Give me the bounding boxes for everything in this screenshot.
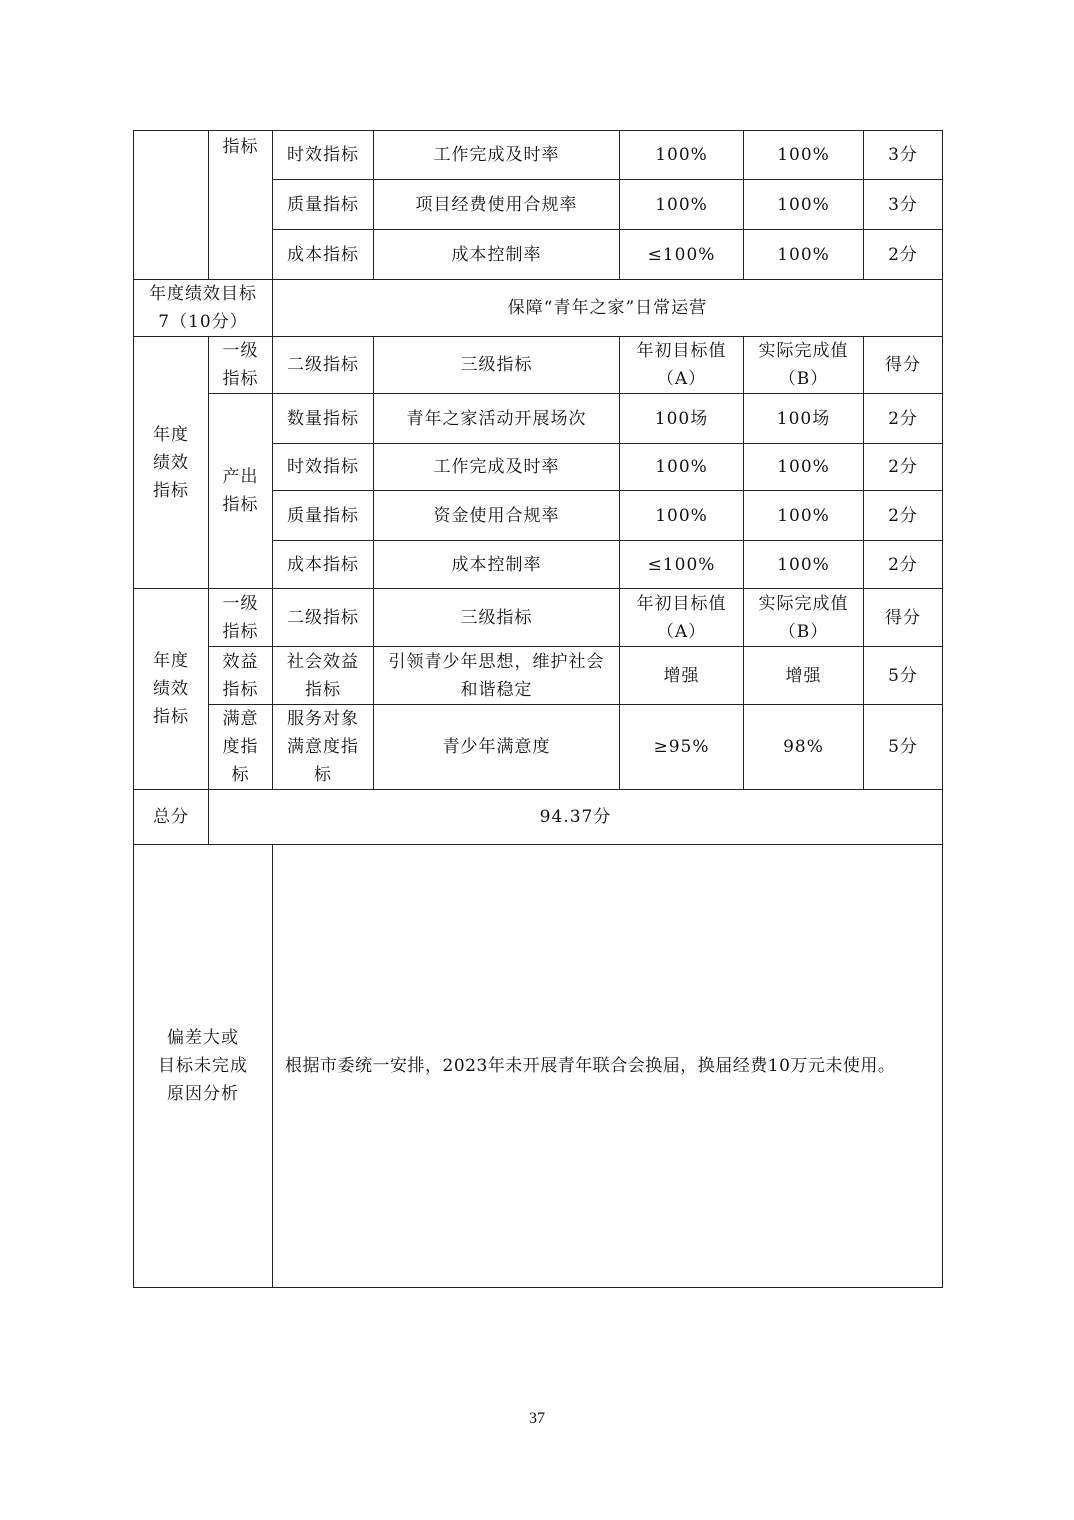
- header-row: [134, 337, 943, 394]
- header-line: （B）: [778, 369, 829, 389]
- actual-cell: 100%: [744, 541, 864, 589]
- level3-cell: 工作完成及时率: [374, 444, 620, 491]
- level2-line: 社会效益: [287, 651, 359, 672]
- header-line: （B）: [778, 621, 829, 642]
- level2-line: 服务对象: [287, 709, 359, 729]
- category-cell: [134, 589, 209, 790]
- header-line: 一级: [222, 593, 259, 614]
- table-row: [134, 394, 943, 444]
- category-line: 年度: [153, 424, 189, 445]
- level1-line: 度指: [222, 737, 259, 757]
- header-line: 实际完成值: [758, 593, 849, 614]
- actual-cell: 100%: [744, 230, 864, 280]
- deviation-label-line: 偏差大或: [167, 1028, 239, 1048]
- category-line: 指标: [153, 707, 189, 727]
- header-line: （A）: [656, 621, 707, 642]
- level2-cell: [273, 647, 374, 705]
- score-cell: 5分: [864, 647, 943, 705]
- goal7-description: 保障“青年之家”日常运营: [273, 280, 943, 337]
- header-line: 指标: [222, 369, 259, 389]
- deviation-text: 根据市委统一安排，2023年未开展青年联合会换届，换届经费10万元未使用。: [273, 845, 943, 1288]
- level2-cell: [273, 705, 374, 790]
- actual-cell: 98%: [744, 705, 864, 790]
- goal7-label-line2: 7（10分）: [158, 312, 248, 332]
- category-line: 年度: [153, 651, 189, 671]
- level3-cell: 青年之家活动开展场次: [374, 394, 620, 444]
- goal7-label: [134, 280, 273, 337]
- level1-line: 产出: [222, 467, 259, 487]
- score-cell: 2分: [864, 491, 943, 541]
- level2-cell: 时效指标: [273, 131, 374, 180]
- level3-cell: 青少年满意度: [374, 705, 620, 790]
- table-row: [134, 647, 943, 705]
- header-line: 年初目标值: [636, 341, 727, 361]
- category-line: 绩效: [153, 679, 189, 699]
- level1-line: 标: [231, 765, 250, 785]
- level2-line: 满意度指: [287, 737, 359, 757]
- header-line: 年初目标值: [636, 593, 727, 614]
- header-line: （A）: [656, 369, 707, 389]
- level1-line: 指标: [222, 679, 259, 700]
- header-row: [134, 589, 943, 647]
- level1-cell: [209, 705, 273, 790]
- total-row: [134, 790, 943, 845]
- level2-cell: 数量指标: [273, 394, 374, 444]
- header-level1: [209, 337, 273, 394]
- target-cell: ≤100%: [620, 230, 744, 280]
- category-cell: [134, 337, 209, 589]
- header-line: 实际完成值: [758, 341, 849, 361]
- header-level3: 三级指标: [374, 337, 620, 394]
- target-cell: 100%: [620, 491, 744, 541]
- category-line: 指标: [153, 480, 189, 501]
- category-line: 绩效: [153, 452, 189, 473]
- empty-cell: [134, 131, 209, 280]
- table-row: [134, 705, 943, 790]
- level1-cell: [209, 647, 273, 705]
- goal7-row: [134, 280, 943, 337]
- level3-cell: 成本控制率: [374, 230, 620, 280]
- level2-cell: 质量指标: [273, 491, 374, 541]
- level3-cell: 资金使用合规率: [374, 491, 620, 541]
- header-level2: 二级指标: [273, 337, 374, 394]
- header-actual: [744, 337, 864, 394]
- deviation-label-line: 目标未完成: [158, 1056, 248, 1076]
- level1-line: 满意: [222, 709, 259, 729]
- actual-cell: 100场: [744, 394, 864, 444]
- level3-line: 引领青少年思想，维护社会: [388, 651, 605, 672]
- header-score: 得分: [864, 589, 943, 647]
- actual-cell: 100%: [744, 444, 864, 491]
- level2-cell: 成本指标: [273, 541, 374, 589]
- level1-line: 指标: [222, 495, 259, 515]
- header-score: 得分: [864, 337, 943, 394]
- deviation-label-line: 原因分析: [167, 1084, 239, 1104]
- score-cell: 5分: [864, 705, 943, 790]
- deviation-row: [134, 845, 943, 1288]
- target-cell: ≥95%: [620, 705, 744, 790]
- page-number: 37: [529, 1410, 545, 1427]
- score-cell: 3分: [864, 131, 943, 180]
- level3-cell: 项目经费使用合规率: [374, 180, 620, 230]
- header-target: [620, 589, 744, 647]
- total-label: 总分: [134, 790, 209, 845]
- level3-cell: 成本控制率: [374, 541, 620, 589]
- target-cell: 100%: [620, 131, 744, 180]
- deviation-label: [134, 845, 273, 1288]
- level2-cell: 质量指标: [273, 180, 374, 230]
- total-value: 94.37分: [209, 790, 943, 845]
- target-cell: 100%: [620, 180, 744, 230]
- table-row: [134, 131, 943, 180]
- score-cell: 3分: [864, 180, 943, 230]
- level3-line: 和谐稳定: [460, 679, 533, 700]
- header-level1: [209, 589, 273, 647]
- actual-cell: 100%: [744, 131, 864, 180]
- level1-cell: 指标: [209, 131, 273, 280]
- target-cell: 100%: [620, 444, 744, 491]
- level1-line: 效益: [222, 651, 259, 672]
- score-cell: 2分: [864, 541, 943, 589]
- target-cell: 增强: [620, 647, 744, 705]
- header-line: 指标: [222, 621, 259, 642]
- target-cell: 100场: [620, 394, 744, 444]
- level2-line: 指标: [305, 679, 341, 700]
- actual-cell: 100%: [744, 180, 864, 230]
- header-target: [620, 337, 744, 394]
- header-level2: 二级指标: [273, 589, 374, 647]
- level1-cell: [209, 394, 273, 589]
- score-cell: 2分: [864, 444, 943, 491]
- header-level3: 三级指标: [374, 589, 620, 647]
- header-line: 一级: [222, 341, 259, 361]
- score-cell: 2分: [864, 394, 943, 444]
- level2-cell: 时效指标: [273, 444, 374, 491]
- level3-cell: [374, 647, 620, 705]
- level3-cell: 工作完成及时率: [374, 131, 620, 180]
- performance-table: [133, 130, 943, 1288]
- level2-cell: 成本指标: [273, 230, 374, 280]
- level2-line: 标: [314, 765, 332, 785]
- score-cell: 2分: [864, 230, 943, 280]
- actual-cell: 100%: [744, 491, 864, 541]
- target-cell: ≤100%: [620, 541, 744, 589]
- actual-cell: 增强: [744, 647, 864, 705]
- goal7-label-line1: 年度绩效目标: [149, 284, 257, 304]
- header-actual: [744, 589, 864, 647]
